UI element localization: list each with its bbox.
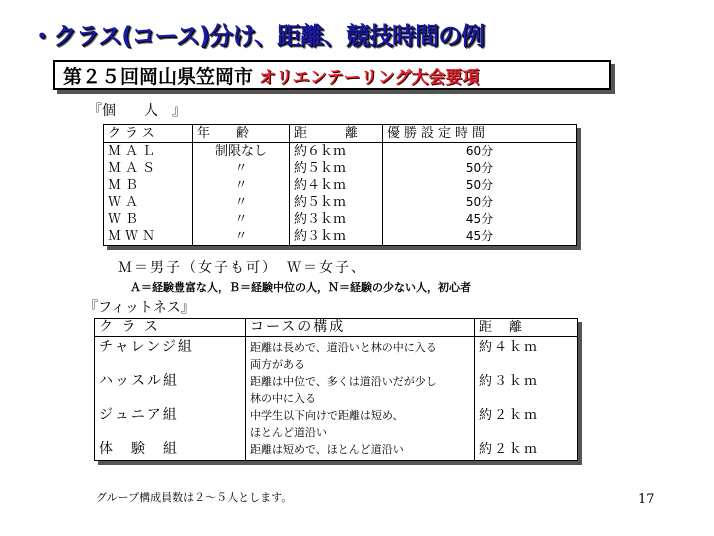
winning-time: 50分 <box>465 195 494 209</box>
header-distance: 距 離 <box>290 125 383 143</box>
table-row <box>95 407 578 441</box>
winning-time: 60分 <box>465 144 494 158</box>
header-winning-time: 優勝設定時間 <box>383 125 577 143</box>
winning-time: 50分 <box>465 161 494 175</box>
individual-heading: 『個 人 』 <box>88 103 186 119</box>
distance-value: 約３ｋｍ <box>294 212 347 227</box>
table-header-row <box>104 125 577 143</box>
level-legend: Ａ＝経験豊富な人，Ｂ＝経験中位の人，Ｎ＝経験の少ない人，初心者 <box>130 281 471 294</box>
table-header-row <box>95 319 578 337</box>
group-size-note: グループ構成員数は２～５人とします。 <box>96 491 293 504</box>
winning-time: 50分 <box>465 178 494 192</box>
age-limit: 〃 <box>234 178 248 193</box>
distance-value: 約３ｋｍ <box>475 373 578 407</box>
fitness-class: チャレンジ組 <box>95 337 246 374</box>
age-limit: 〃 <box>234 212 248 227</box>
header-distance: 距 離 <box>475 319 578 337</box>
banner-subtitle: オリエンテーリング大会要項 <box>259 67 480 88</box>
age-limit: 〃 <box>234 229 248 244</box>
course-description: 距離は短めで、ほとんど道沿い <box>250 443 404 456</box>
header-class: クラス <box>104 125 193 143</box>
page-number: 17 <box>638 492 655 507</box>
winning-time: 45分 <box>465 212 494 226</box>
distance-value: 約３ｋｍ <box>294 229 347 244</box>
class-code: ＭＡＳ <box>108 161 160 176</box>
course-description: 中学生以下向けで距離は短め、 <box>250 409 404 422</box>
event-banner <box>53 60 611 90</box>
winning-time: 45分 <box>465 229 494 243</box>
slide-title: ・クラス(コース)分け、距離、競技時間の例 <box>30 22 485 50</box>
header-course: コースの構成 <box>246 319 475 337</box>
distance-value: 約５ｋｍ <box>294 161 347 176</box>
individual-class-table <box>103 124 577 246</box>
course-description: 距離は長めで、道沿いと林の中に入る <box>250 341 437 354</box>
banner-event-name: 第２５回岡山県笠岡市 <box>63 65 254 88</box>
fitness-class: ジュニア組 <box>95 407 246 441</box>
distance-value: 約２ｋｍ <box>475 441 578 461</box>
course-description: ほとんど道沿い <box>250 426 327 439</box>
distance-value: 約６ｋｍ <box>294 144 347 159</box>
table-row <box>95 373 578 407</box>
table-row <box>95 337 578 374</box>
distance-value: 約４ｋｍ <box>475 337 578 374</box>
gender-legend: Ｍ＝男子（女子も可） Ｗ＝女子、 <box>118 260 367 276</box>
class-code: ＭＷＮ <box>108 229 160 244</box>
age-limit: 〃 <box>234 195 248 210</box>
fitness-class: ハッスル組 <box>95 373 246 407</box>
distance-value: 約４ｋｍ <box>294 178 347 193</box>
fitness-heading: 『フィットネス』 <box>84 300 195 316</box>
header-age: 年 齢 <box>193 125 290 143</box>
class-code: ＭＡＬ <box>108 144 160 159</box>
class-code: ＷＡ <box>108 195 143 210</box>
course-description: 距離は中位で、多くは道沿いだが少し <box>250 375 437 388</box>
fitness-class-table <box>94 318 578 461</box>
table-body-row <box>104 143 577 246</box>
fitness-class: 体 験 組 <box>95 441 246 461</box>
distance-value: 約５ｋｍ <box>294 195 347 210</box>
distance-value: 約２ｋｍ <box>475 407 578 441</box>
table-row <box>95 441 578 461</box>
course-description: 両方がある <box>250 358 305 371</box>
class-code: ＭＢ <box>108 178 143 193</box>
course-description: 林の中に入る <box>250 392 316 405</box>
header-class: ク ラ ス <box>95 319 246 337</box>
age-limit: 制限なし <box>214 144 267 159</box>
class-code: ＷＢ <box>108 212 143 227</box>
age-limit: 〃 <box>234 161 248 176</box>
